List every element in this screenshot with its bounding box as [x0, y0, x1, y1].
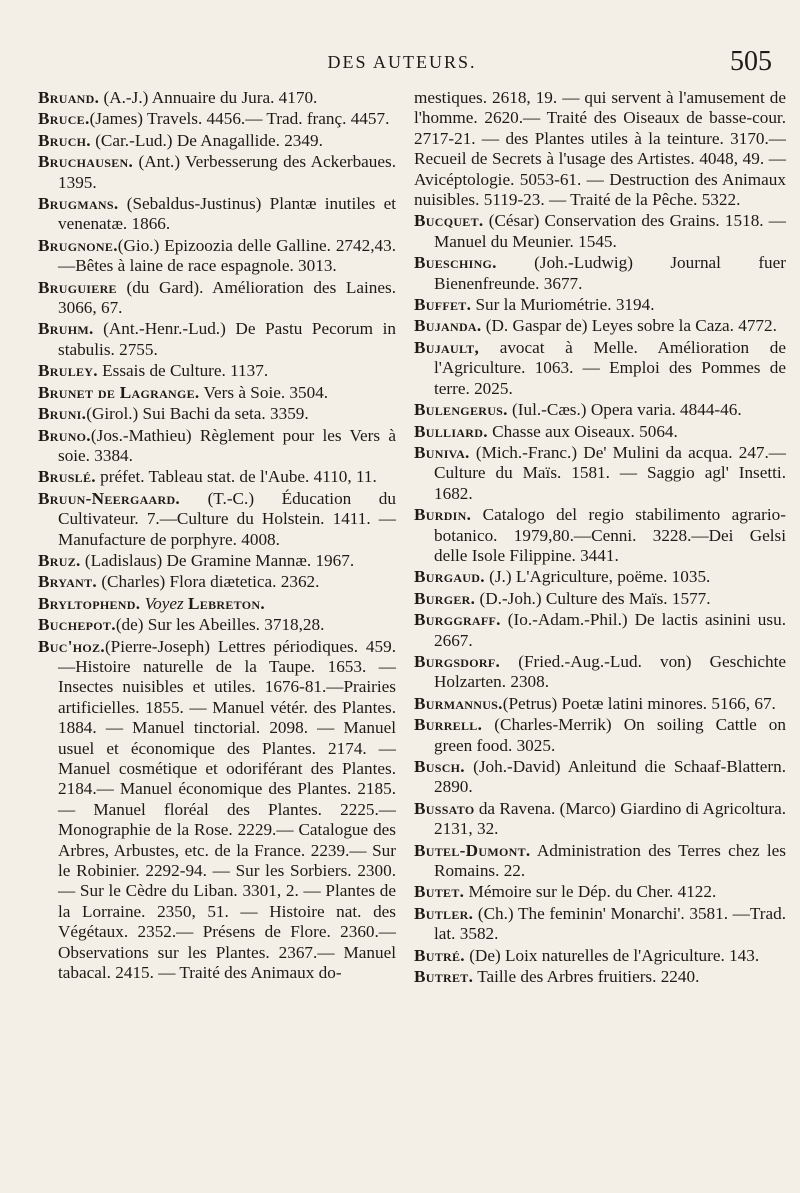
entry-text: Administration des Terres chez les Romains. 22. — [434, 840, 786, 881]
author-name: Bruni. — [38, 404, 87, 424]
index-entry — [38, 404, 396, 424]
author-name: Bruley. — [38, 361, 98, 381]
entry-text: (A.-J.) Annuaire du Jura. 4170. — [99, 88, 318, 107]
author-name: Burger. — [414, 588, 476, 608]
author-name: Bujanda. — [414, 316, 482, 336]
author-name: Burmannus. — [414, 693, 503, 713]
author-name: Bulliard. — [414, 421, 488, 441]
author-name: Butel-Dumont. — [414, 840, 531, 860]
running-title: DES AUTEURS. — [327, 52, 477, 72]
entry-text: (Petrus) Poetæ latini minores. 5166, 67. — [502, 693, 776, 713]
entry-text: (Girol.) Sui Bachi da seta. 3359. — [86, 404, 309, 424]
author-name: Bruchausen. — [38, 152, 134, 172]
index-entry — [414, 799, 786, 840]
entry-text: (César) Conservation des Grains. 1518. — Manuel du Meunier. 1545. — [434, 211, 786, 251]
entry-text: (Jos.-Mathieu) Règlement pour les Vers à soie. 3384. — [58, 425, 396, 465]
index-entry — [38, 131, 396, 151]
entry-text: (Joh.-David) Anleitund die Schaaf-Blattern. 2890. — [434, 757, 786, 797]
cross-reference-label: Voyez — [144, 593, 184, 613]
index-entry — [38, 426, 396, 467]
author-name: Burggraff. — [414, 610, 501, 630]
entry-text: (De) Loix naturelles de l'Agriculture. 143. — [464, 945, 760, 965]
entry-text: Sur la Muriométrie. 3194. — [471, 295, 655, 315]
entry-text: (Ant.) Verbesserung des Ackerbaues. 1395. — [58, 152, 396, 192]
author-name: Bruno. — [38, 425, 91, 445]
entry-text: (Charles) Flora diætetica. 2362. — [97, 572, 320, 592]
entry-text: (T.-C.) Éducation du Cultivateur. 7.—Culture du Holstein. 1411. — Manufacture de porphyre. 4008. — [58, 488, 396, 549]
index-entry — [38, 572, 396, 592]
index-entry — [414, 338, 786, 399]
page-header — [32, 42, 772, 82]
entry-text: (D. Gaspar de) Leyes sobre la Caza. 4772. — [481, 316, 777, 336]
author-name: Butret. — [414, 967, 474, 987]
entry-text: (Fried.-Aug.-Lud. von) Geschichte Holzarten. 2308. — [434, 651, 786, 692]
cross-reference-name: Lebreton. — [188, 593, 265, 613]
author-name: Burdin. — [414, 505, 472, 525]
index-entry — [414, 253, 786, 294]
entry-text: (Sebaldus-Justinus) Plantæ inutiles et venenatæ. 1866. — [58, 194, 396, 234]
entry-text: préfet. Tableau stat. de l'Aube. 4110, 11. — [95, 467, 377, 487]
index-entry — [414, 715, 786, 756]
entry-text: (Mich.-Franc.) De' Mulini da acqua. 247.—Culture du Maïs. 1581. — Saggio agl' Insetti. 1682. — [434, 442, 786, 503]
author-name: Buc'hoz. — [38, 636, 105, 656]
author-name: Butré. — [414, 945, 465, 965]
author-name: Bruch. — [38, 130, 91, 150]
index-entry — [414, 610, 786, 651]
entry-text: mestiques. 2618, 19. — qui servent à l'amusement de l'homme. 2620.— Traité des Oiseaux de basse-cour. 2717-21. — des Plantes utiles à la teinture. 3170.—Recueil de Secrets à l'usage des Artistes. 4048, 49. —Avicéptologie. 5053-61. — Destruction des Animaux nuisibles. 5119-23. — Traité de la Pêche. 5322. — [414, 88, 786, 210]
entry-text: Taille des Arbres fruitiers. 2240. — [473, 967, 700, 987]
author-name: Bulengerus. — [414, 400, 508, 420]
index-entry — [38, 319, 396, 360]
index-entry — [38, 236, 396, 277]
entry-text: (Ant.-Henr.-Lud.) De Pastu Pecorum in stabulis. 2755. — [58, 319, 396, 359]
index-entry — [414, 211, 786, 252]
index-entry — [38, 88, 396, 108]
index-entry — [414, 295, 786, 315]
index-entry — [414, 946, 786, 966]
index-entry — [38, 109, 396, 129]
index-entry — [38, 551, 396, 571]
author-name: Bruz. — [38, 550, 81, 570]
author-name: Butler. — [414, 903, 474, 923]
author-name: Burrell. — [414, 715, 483, 735]
index-entry — [38, 594, 396, 614]
entry-text: Vers à Soie. 3504. — [199, 382, 329, 402]
entry-text: Catalogo del regio stabilimento agrario-botanico. 1979,80.—Cenni. 3228.—Dei Gelsi delle Isole Filippine. 3441. — [434, 505, 786, 565]
index-entry — [414, 589, 786, 609]
index-entry — [38, 152, 396, 193]
index-entry — [38, 383, 396, 403]
index-entry — [414, 422, 786, 442]
entry-text: Chasse aux Oiseaux. 5064. — [487, 421, 678, 441]
entry-text: (Gio.) Epizoozia delle Galline. 2742,43.—Bêtes à laine de race espagnole. 3013. — [58, 235, 396, 276]
index-entry — [38, 278, 396, 319]
entry-text: da Ravena. (Marco) Giardino di Agricoltura. 2131, 32. — [434, 798, 786, 839]
entry-text: (J.) L'Agriculture, poëme. 1035. — [484, 567, 711, 587]
entry-text: (Charles-Merrik) On soiling Cattle on green food. 3025. — [434, 715, 786, 755]
author-name: Bryltophend. — [38, 593, 141, 613]
index-entry — [38, 194, 396, 235]
index-entry — [414, 757, 786, 798]
entry-text: Essais de Culture. 1137. — [97, 361, 269, 381]
author-name: Buniva. — [414, 442, 470, 462]
index-entry — [414, 567, 786, 587]
author-name: Bussato — [414, 798, 475, 818]
index-entry — [414, 882, 786, 902]
author-name: Busch. — [414, 757, 465, 776]
author-name: Bruhm. — [38, 319, 94, 339]
left-column — [38, 88, 396, 984]
author-name: Brunet de Lagrange. — [38, 382, 200, 402]
index-entry — [414, 88, 786, 210]
index-entry — [38, 489, 396, 550]
entry-text: (Ladislaus) De Gramine Mannæ. 1967. — [80, 550, 355, 570]
index-entry — [38, 637, 396, 984]
author-name: Bujault, — [414, 337, 480, 357]
page-number: 505 — [730, 46, 772, 77]
entry-text: (Car.-Lud.) De Anagallide. 2349. — [90, 130, 323, 150]
author-name: Bruce. — [38, 109, 90, 129]
index-entry — [414, 841, 786, 882]
author-name: Bruun-Neergaard. — [38, 488, 181, 508]
author-name: Burgaud. — [414, 567, 485, 587]
index-entry — [38, 615, 396, 635]
entry-text: (Joh.-Ludwig) Journal fuer Bienenfreunde. 3677. — [434, 253, 786, 293]
author-name: Brugnone. — [38, 235, 118, 255]
index-entry — [38, 467, 396, 487]
entry-text: (du Gard). Amélioration des Laines. 3066, 67. — [58, 277, 396, 318]
index-entry — [414, 400, 786, 420]
index-entry — [414, 316, 786, 336]
author-name: Bruguiere — [38, 277, 117, 297]
index-entry — [414, 694, 786, 714]
entry-text: (D.-Joh.) Culture des Maïs. 1577. — [475, 588, 711, 608]
entry-text: (de) Sur les Abeilles. 3718,28. — [115, 615, 325, 635]
right-column — [414, 88, 786, 988]
author-name: Bucquet. — [414, 211, 484, 231]
author-name: Buchepot. — [38, 615, 116, 635]
entry-text: (Pierre-Joseph) Lettres périodiques. 459.—Histoire naturelle de la Taupe. 1653. — Insectes nuisibles et utiles. 1676-81.—Prairies artificielles. 1855. — Manuel vétér. des Plantes. 1884. — Manuel tinctorial. 2098. — Manuel usuel et économique des Plantes. 2174. — Manuel cosmétique et odoriférant des Plantes. 2184.— Manuel économique des Plantes. 2185.— Manuel floréal des Plantes. 2225.— Monographie de la Rose. 2229.— Catalogue des Arbres, Arbustes, etc. de la France. 2239.— Sur le Robinier. 2292-94. — Sur les Sorbiers. 2300. — Sur le Cèdre du Liban. 3301, 2. — Plantes de la Lorraine. 2350, 51. — Histoire nat. des Végétaux. 2352.— Présens de Flore. 2360.—Observations sur les Plantes. 2367.— Manuel tabacal. 2415. — Traité des Animaux do- — [58, 636, 396, 983]
author-name: Buffet. — [414, 295, 472, 315]
author-name: Bryant. — [38, 572, 98, 592]
author-name: Bruslé. — [38, 467, 96, 487]
entry-text: (Iul.-Cæs.) Opera varia. 4844-46. — [507, 400, 742, 420]
author-name: Brugmans. — [38, 194, 119, 214]
entry-text: avocat à Melle. Amélioration de l'Agriculture. 1063. — Emploi des Pommes de terre. 2025. — [434, 337, 786, 398]
index-entry — [414, 652, 786, 693]
index-entry — [414, 904, 786, 945]
index-entry — [414, 443, 786, 504]
index-entry — [38, 361, 396, 381]
author-name: Bruand. — [38, 88, 100, 107]
entry-text: (Ch.) The feminin' Monarchi'. 3581. —Trad. lat. 3582. — [434, 903, 786, 944]
author-name: Butet. — [414, 882, 465, 902]
author-name: Buesching. — [414, 253, 497, 273]
entry-text: (Io.-Adam.-Phil.) De lactis asinini usu. 2667. — [434, 610, 786, 650]
index-entry — [414, 505, 786, 566]
index-entry — [414, 967, 786, 987]
entry-text: (James) Travels. 4456.— Trad. franç. 4457. — [89, 109, 390, 129]
entry-text: Mémoire sur le Dép. du Cher. 4122. — [464, 882, 717, 902]
author-name: Burgsdorf. — [414, 651, 501, 671]
